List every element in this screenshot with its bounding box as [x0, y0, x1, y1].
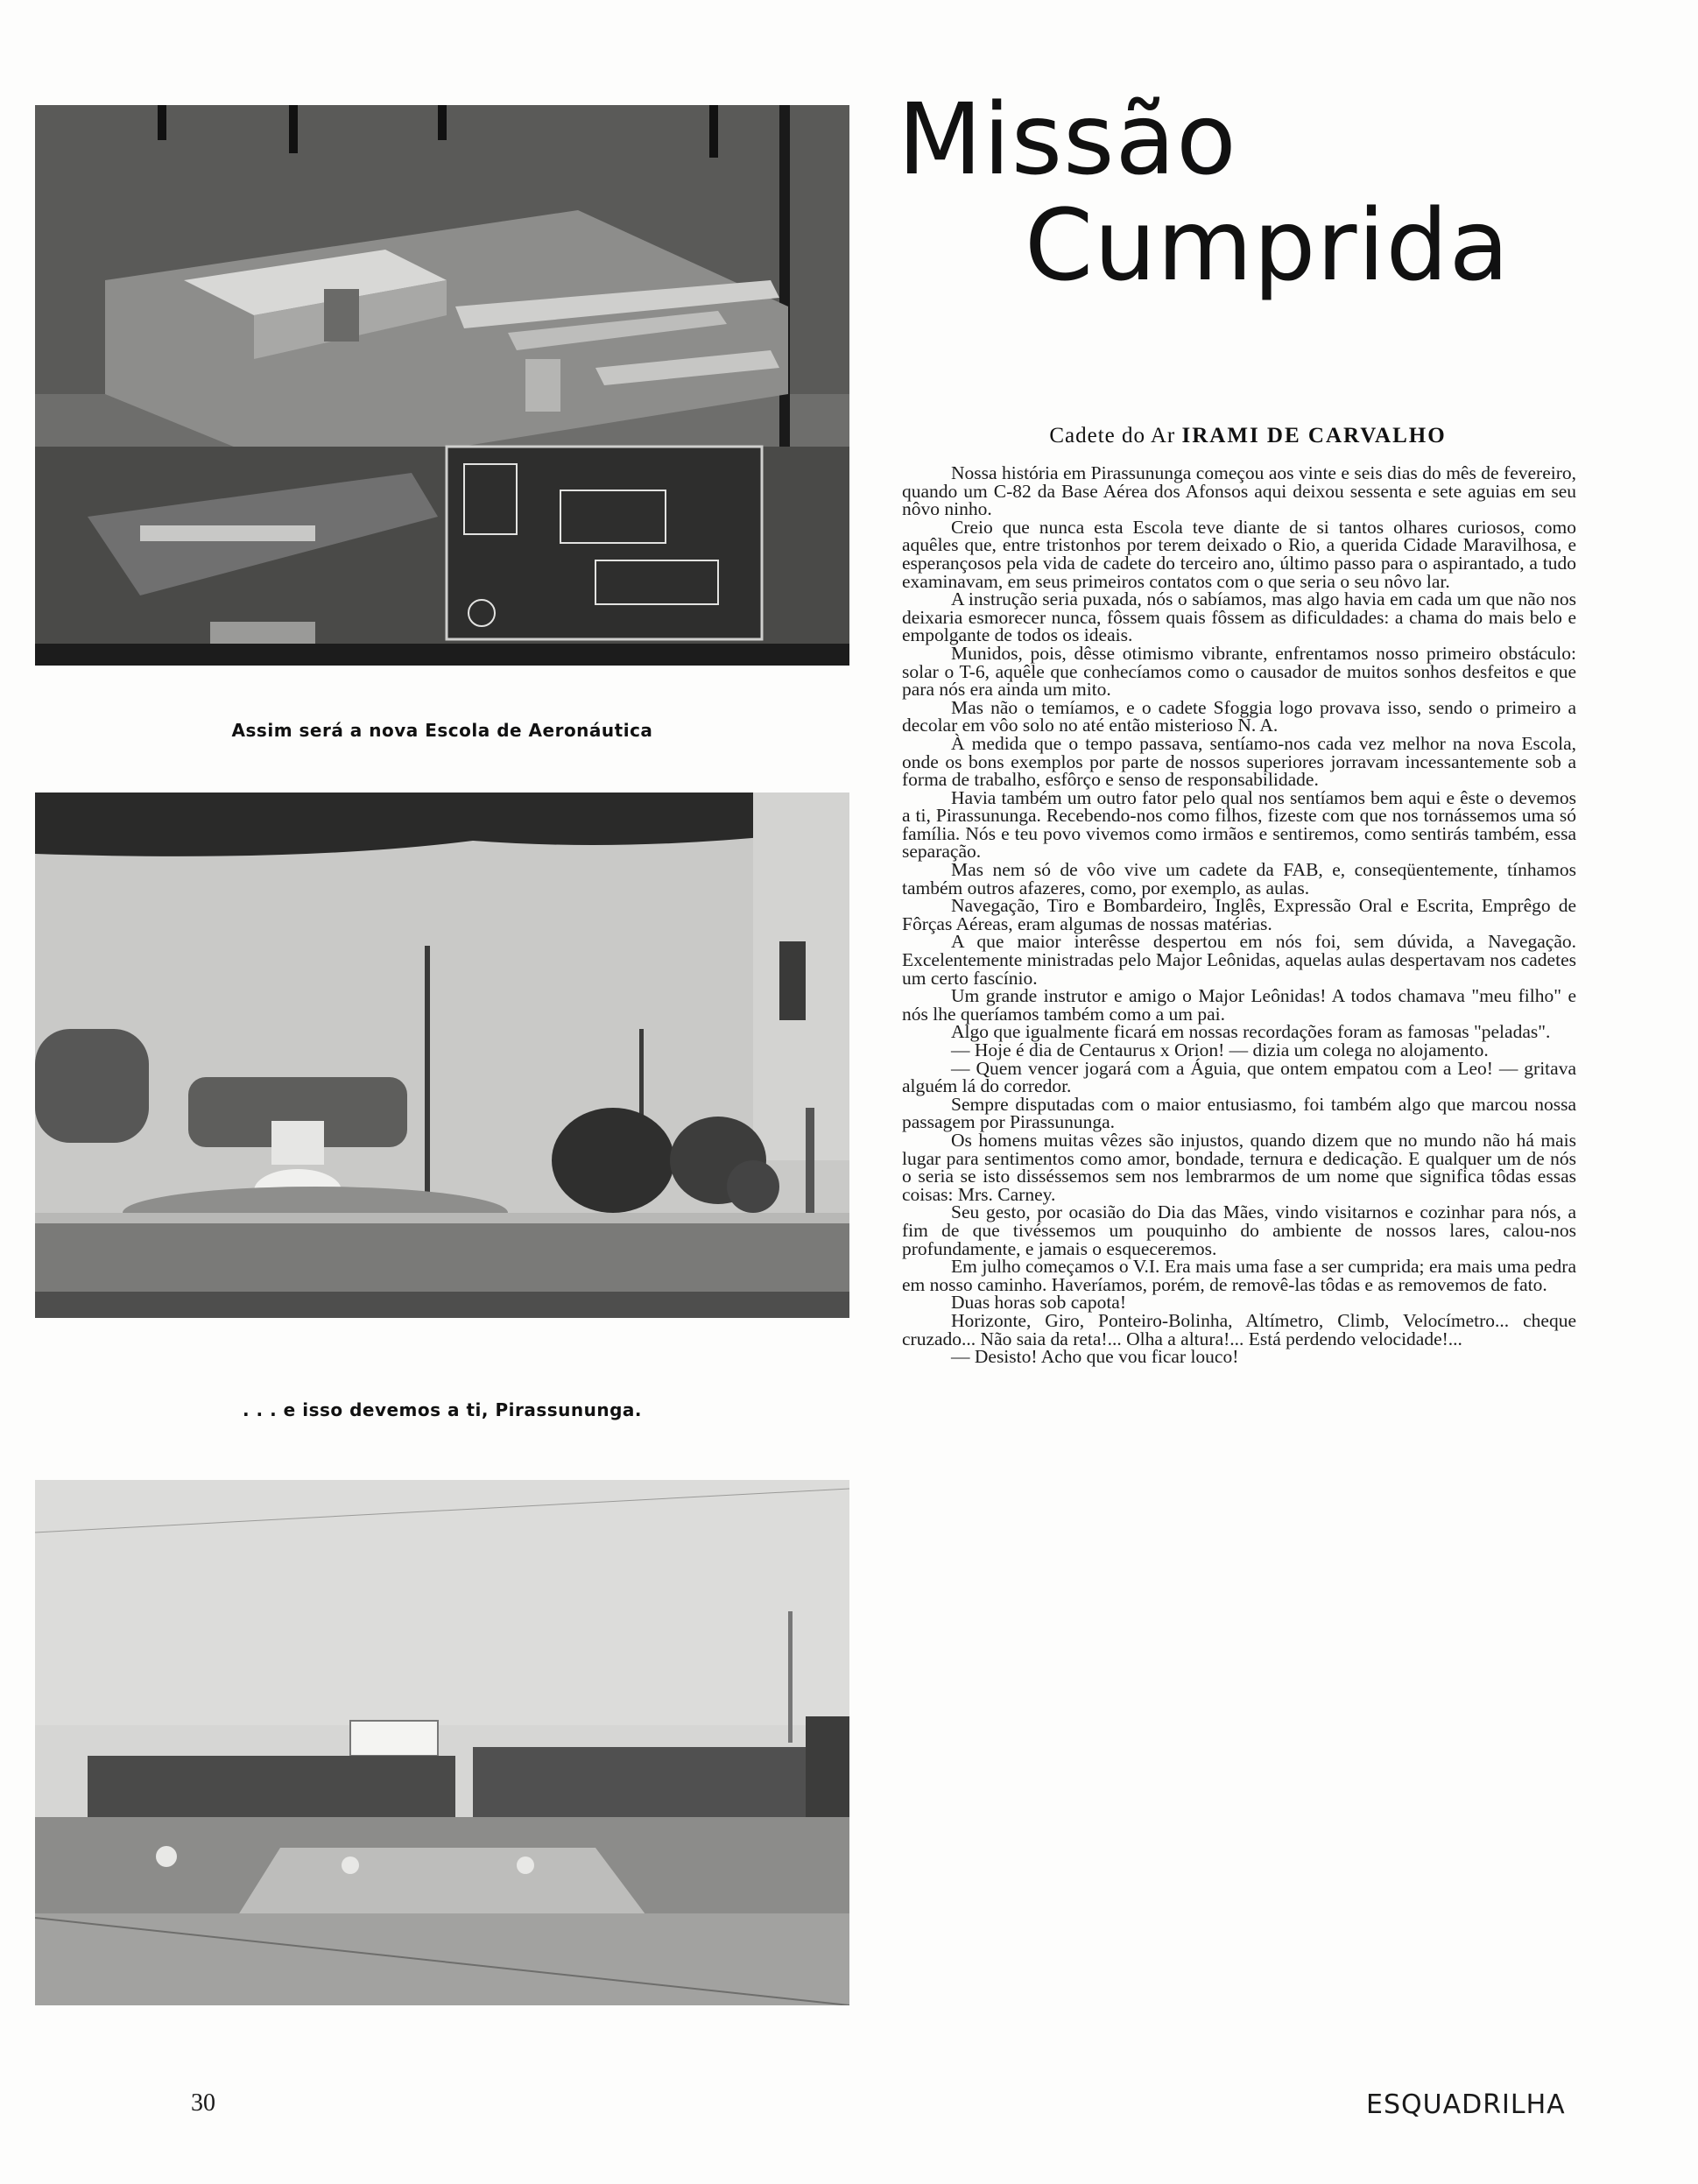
paragraph: À medida que o tempo passava, sentíamo-nos cada vez melhor na nova Escola, onde os bons exemplos por parte de nossos superiores jorravam incessantemente sob a forma de trabalho, esfôrço e senso de responsabilidade. — [902, 732, 1576, 791]
photo-town-square — [35, 793, 849, 1318]
byline — [898, 424, 1598, 448]
caption-photo2: . . . e isso devemos a ti, Pirassununga. — [243, 1399, 642, 1420]
paragraph: A que maior interêsse despertou em nós foi, sem dúvida, a Navegação. Excelentemente ministradas pelo Major Leônidas, aquelas aulas despertavam nos cadetes um certo fascínio. — [902, 931, 1576, 989]
article-body — [902, 464, 1576, 1366]
paragraph: Em julho começamos o V.I. Era mais uma fase a ser cumprida; era mais uma pedra em nosso caminho. Haveríamos, porém, de removê-las tôdas e as removemos de fato. — [902, 1256, 1576, 1295]
byline-prefix: Cadete do Ar — [1049, 424, 1176, 447]
paragraph: Creio que nunca esta Escola teve diante de si tantos olhares curiosos, como aquêles que, entre tristonhos por terem deixado o Rio, a querida Cidade Maravilhosa, e esperançosos pela vida de cadete do terceiro ano, último passo para o aspirantado, a tudo examinavam, em seus primeiros contatos com o que seria o seu nôvo lar. — [902, 516, 1576, 592]
paragraph: — Desisto! Acho que vou ficar louco! — [951, 1346, 1239, 1368]
paragraph: Mas não o temíamos, e o cadete Sfoggia logo provava isso, sendo o primeiro a decolar em vôo solo no até então misterioso N. A. — [902, 696, 1576, 736]
paragraph: Munidos, pois, dêsse otimismo vibrante, enfrentamos nosso primeiro obstáculo: solar o T-6, aquêle que conhecíamos como o causador de muitos sonhos desfeitos e que para nós era ainda um mito. — [902, 642, 1576, 701]
title-line-2: Cumprida — [1025, 188, 1511, 303]
article-title — [898, 83, 1668, 303]
paragraph: Os homens muitas vêzes são injustos, quando dizem que no mundo não há mais lugar para sentimentos como amor, bondade, ternura e dedicação. E qualquer um de nós o seria se isto disséssemos sem nos lembrarmos de um nome que significa tôdas essas coisas: Mrs. Carney. — [902, 1129, 1576, 1205]
paragraph: Havia também um outro fator pelo qual nos sentíamos bem aqui e êste o devemos a ti, Pirassununga. Recebendo-nos como filhos, fizeste com que nos tornássemos uma só família. Nós e teu povo vivemos como irmãos e sentiremos, como sentirás também, essa separação. — [902, 786, 1576, 863]
title-line-1: Missão — [898, 83, 1237, 197]
paragraph: Nossa história em Pirassununga começou aos vinte e seis dias do mês de fevereiro, quando um C-82 da Base Aérea dos Afonsos aqui deixou sessenta e sete aguias em seu nôvo ninho. — [902, 462, 1576, 520]
paragraph: Horizonte, Giro, Ponteiro-Bolinha, Altímetro, Climb, Velocímetro... cheque cruzado... Não saia da reta!... Olha a altura!... Está perdendo velocidade!... — [902, 1309, 1576, 1349]
paragraph: — Quem vencer jogará com a Águia, que ontem empatou com a Leo! — gritava alguém lá do corredor. — [902, 1057, 1576, 1097]
paragraph: Sempre disputadas com o maior entusiasmo, foi também algo que marcou nossa passagem por Pirassununga. — [902, 1093, 1576, 1133]
paragraph: Duas horas sob capota! — [951, 1292, 1127, 1314]
caption-photo1: Assim será a nova Escola de Aeronáutica — [231, 720, 653, 741]
photo-school-model — [35, 105, 849, 666]
byline-author: IRAMI DE CARVALHO — [1181, 424, 1447, 447]
paragraph: Navegação, Tiro e Bombardeiro, Inglês, Expressão Oral e Escrita, Emprêgo de Fôrças Aéreas, eram algumas de nossas matérias. — [902, 895, 1576, 934]
page-number: 30 — [191, 2089, 215, 2117]
paragraph: Seu gesto, por ocasião do Dia das Mães, vindo visitarnos e cozinhar para nós, a fim de que tivéssemos um pouquinho do ambiente de nossos lares, calou-nos profundamente, e jamais o esqueceremos. — [902, 1201, 1576, 1259]
magazine-name: ESQUADRILHA — [1366, 2089, 1566, 2120]
photo-garden-square — [35, 1480, 849, 2005]
paragraph: Mas nem só de vôo vive um cadete da FAB, e, conseqüentemente, tínhamos também outros afazeres, como, por exemplo, as aulas. — [902, 859, 1576, 898]
paragraph: Algo que igualmente ficará em nossas recordações foram as famosas "peladas". — [951, 1021, 1551, 1043]
paragraph: Um grande instrutor e amigo o Major Leônidas! A todos chamava "meu filho" e nós lhe queríamos também como a um pai. — [902, 985, 1576, 1025]
paragraph: A instrução seria puxada, nós o sabíamos, mas algo havia em cada um que não nos deixaria esmorecer nunca, fôssem quais fôssem as dificuldades: a chama do mais belo e empolgante de todos os ideais. — [902, 588, 1576, 646]
paragraph: — Hoje é dia de Centaurus x Orion! — dizia um colega no alojamento. — [951, 1039, 1489, 1060]
